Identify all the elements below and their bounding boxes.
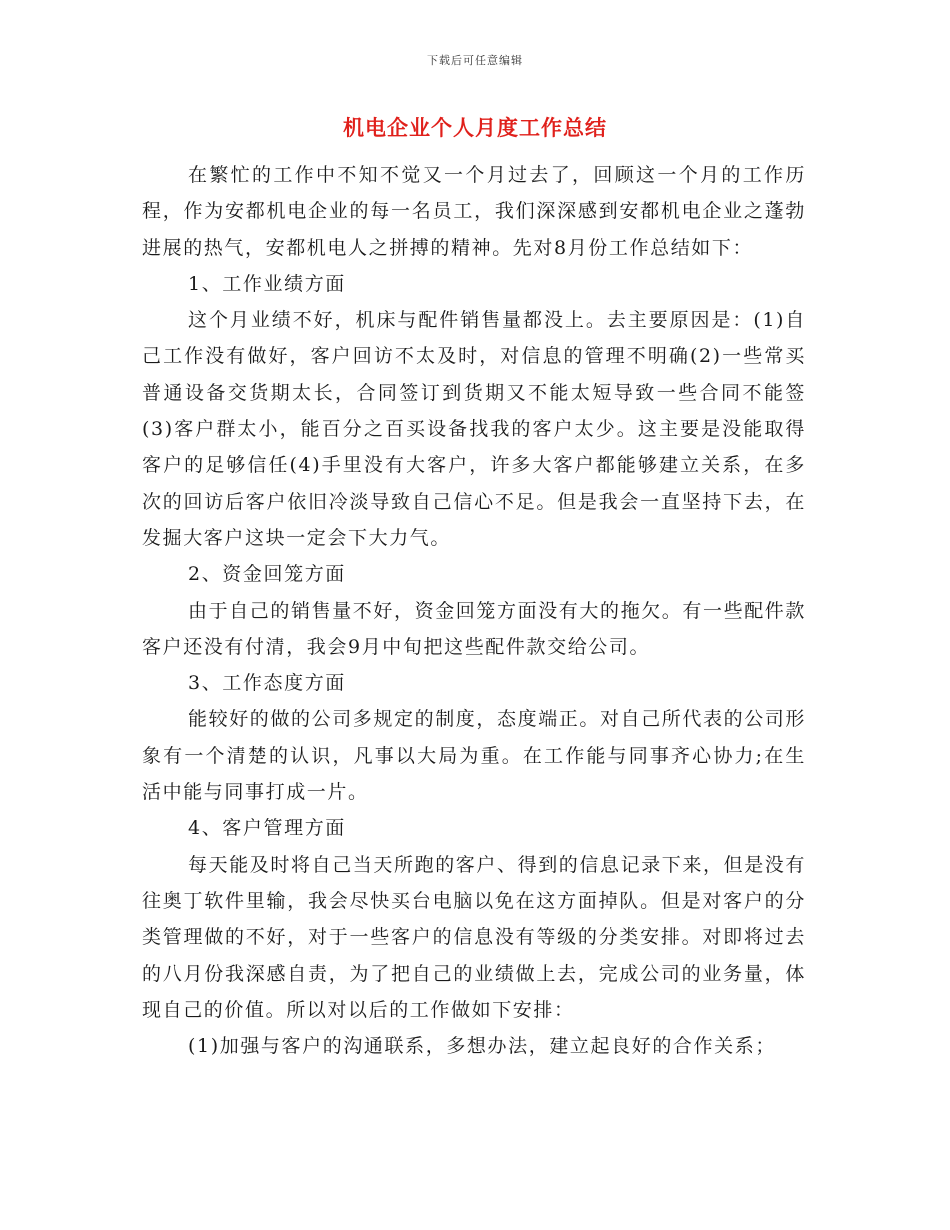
intro-paragraph: 在繁忙的工作中不知不觉又一个月过去了，回顾这一个月的工作历程，作为安都机电企业的每一名员工，我们深深感到安都机电企业之蓬勃进展的热气，安都机电人之拼搏的精神。先对8月份工作总结如下： xyxy=(142,164,806,259)
section-heading-attitude: 3、工作态度方面 xyxy=(188,672,346,695)
page-header-note: 下载后可任意编辑 xyxy=(427,54,523,67)
section-heading-funds: 2、资金回笼方面 xyxy=(188,563,346,586)
section-heading-customer: 4、客户管理方面 xyxy=(188,817,346,840)
plan-item-1: (1)加强与客户的沟通联系，多想办法，建立起良好的合作关系； xyxy=(188,1035,776,1058)
customer-paragraph: 每天能及时将自己当天所跑的客户、得到的信息记录下来，但是没有往奥丁软件里输，我会尽快买台电脑以免在这方面掉队。但是对客户的分类管理做的不好，对于一些客户的信息没有等级的分类安排。对即将过去的八月份我深感自责，为了把自己的业绩做上去，完成公司的业务量，体现自己的价值。所以对以后的工作做如下安排： xyxy=(142,853,807,1021)
document-body xyxy=(142,157,806,1064)
document-title: 机电企业个人月度工作总结 xyxy=(343,115,607,140)
funds-paragraph: 由于自己的销售量不好，资金回笼方面没有大的拖欠。有一些配件款客户还没有付清，我会9月中旬把这些配件款交给公司。 xyxy=(142,599,807,658)
section-heading-performance: 1、工作业绩方面 xyxy=(188,272,346,295)
attitude-paragraph: 能较好的做的公司多规定的制度，态度端正。对自己所代表的公司形象有一个清楚的认识，凡事以大局为重。在工作能与同事齐心协力;在生活中能与同事打成一片。 xyxy=(142,708,807,804)
performance-paragraph: 这个月业绩不好，机床与配件销售量都没上。去主要原因是：(1)自己工作没有做好，客户回访不太及时，对信息的管理不明确(2)一些常买普通设备交货期太长，合同签订到货期又不能太短导致一些合同不能签(3)客户群太小，能百分之百买设备找我的客户太少。这主要是没能取得客户的足够信任(4)手里没有大客户，许多大客户都能够建立关系，在多次的回访后客户依旧冷淡导致自己信心不足。但是我会一直坚持下去，在发掘大客户这块一定会下大力气。 xyxy=(142,309,806,549)
